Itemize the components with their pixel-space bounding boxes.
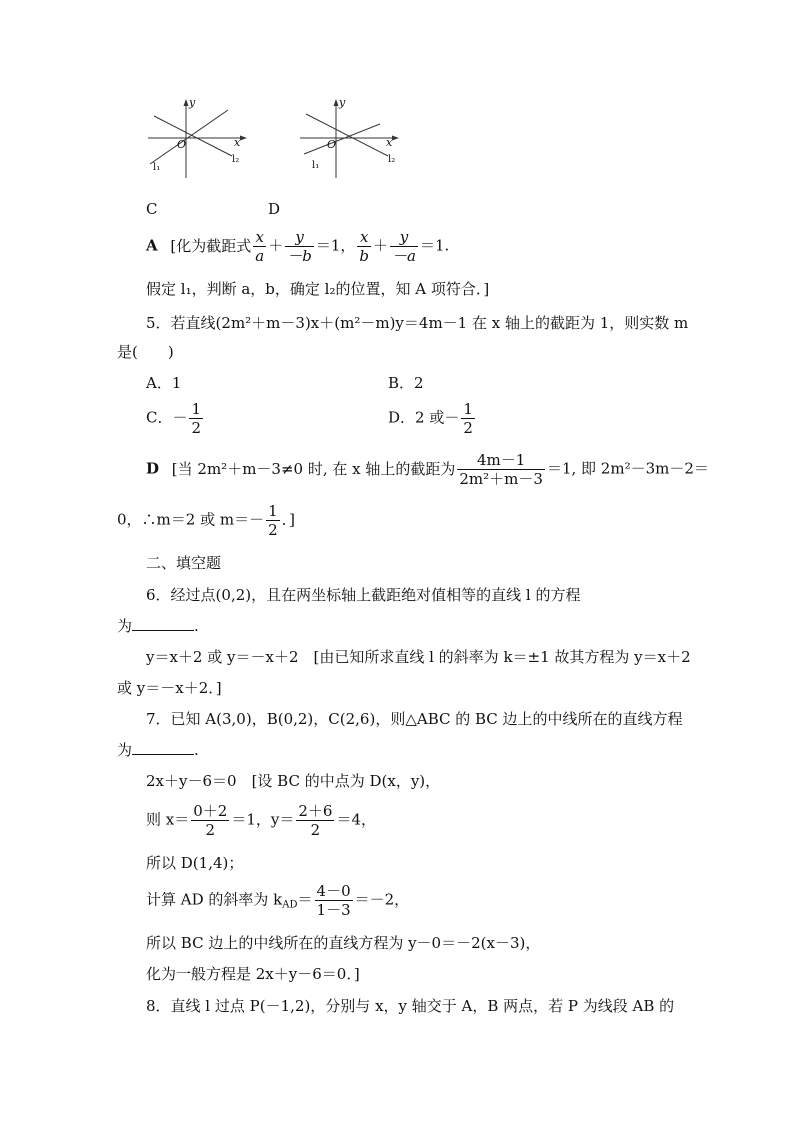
y-axis-label: y — [339, 96, 346, 109]
answer-letter: A — [146, 236, 158, 255]
q8-question-line1: 8．直线 l 过点 P(－1,2)，分别与 x，y 轴交于 A，B 两点，若 P 为线段 AB 的 — [146, 997, 675, 1015]
q7-answer-line1: 2x＋y－6＝0 [设 BC 的中点为 D(x，y)， — [146, 772, 441, 790]
q5-answer-line1 — [146, 451, 709, 488]
fraction: $\frac{2+6}{2}$ — [298, 802, 333, 839]
fraction: $\frac{1}{2}$ — [191, 400, 202, 437]
q5-option-c: C．－ $\frac{1}{2}$ — [146, 400, 202, 437]
answer-text: ＝1, 即 2m²－3m－2＝ — [546, 459, 709, 478]
fraction: $\frac{1}{2}$ — [268, 502, 278, 539]
q5-option-b: B．2 — [388, 374, 424, 392]
line-l1-label: l₁ — [312, 160, 320, 171]
q7-answer-line3: 所以 D(1,4)； — [146, 854, 244, 872]
q7-answer-line5: 所以 BC 边上的中线所在的直线方程为 y－0＝－2(x－3)， — [146, 934, 541, 952]
plus-sign: ＋ — [268, 236, 284, 255]
answer-blank — [132, 740, 194, 755]
x-axis-label: x — [386, 136, 393, 149]
fraction: $\frac{4m-1}{\text{2m²＋m－3}}$ — [459, 451, 543, 488]
q6-answer-line2: 或 y＝－x＋2．] — [117, 679, 222, 697]
fraction: $\frac{y}{-b}$ — [287, 228, 312, 265]
fraction: $\frac{0+2}{2}$ — [193, 802, 228, 839]
line-l2-label: l₂ — [388, 154, 396, 165]
q4-answer-line2: 假定 l₁，判断 a，b，确定 l₂的位置，知 A 项符合．] — [146, 280, 490, 298]
q5-answer-line2: 0，∴m＝2 或 m＝－ $\frac{1}{2}$ ．] — [117, 502, 295, 539]
graph-option-d — [298, 96, 402, 180]
q6-question-line1: 6．经过点(0,2)，且在两坐标轴上截距绝对值相等的直线 l 的方程 — [146, 586, 581, 604]
origin-label: O — [177, 138, 187, 151]
fraction: $\frac{x}{b}$ — [359, 228, 370, 265]
q7-answer-line6: 化为一般方程是 2x＋y－6＝0．] — [146, 965, 360, 983]
origin-label: O — [327, 138, 337, 151]
x-axis-label: x — [234, 136, 241, 149]
q7-answer-line2: 则 x＝ $\frac{0+2}{2}$ ＝1，y＝ $\frac{2+6}{2}$ ＝4， — [146, 802, 376, 839]
q5-option-a: A．1 — [146, 374, 182, 392]
answer-text: [当 2m²＋m－3≠0 时, 在 x 轴上的截距为 — [171, 459, 456, 478]
q6-question-line2: 为 . — [117, 617, 199, 635]
equals-text: ＝1， — [315, 236, 356, 255]
q7-question-line2: 为 . — [117, 741, 199, 759]
q5-question-line2: 是( ) — [117, 343, 174, 361]
line-l1-label: l₁ — [153, 162, 161, 173]
graph-option-c — [146, 96, 250, 180]
option-d-label: D — [268, 200, 281, 218]
fraction: $\frac{1}{2}$ — [463, 400, 473, 437]
answer-letter: D — [146, 459, 160, 478]
q7-answer-line4: 计算 AD 的斜率为 $k_{AD}=$ $\frac{4-0}{1-3}$ ＝－2， — [146, 882, 410, 919]
q5-question-line1: 5．若直线(2m²＋m－3)x＋(m²－m)y＝4m－1 在 x 轴上的截距为 1，则实数 m — [146, 314, 689, 332]
option-c-label: C — [146, 200, 158, 218]
q7-question-line1: 7．已知 A(3,0)，B(0,2)，C(2,6)，则△ABC 的 BC 边上的中线所在的直线方程 — [146, 710, 683, 728]
y-axis-label: y — [189, 96, 196, 109]
fraction: $\frac{y}{-a}$ — [392, 228, 416, 265]
q5-option-d: D．2 或－ $\frac{1}{2}$ — [388, 400, 473, 437]
section-heading: 二、填空题 — [146, 554, 222, 572]
plus-sign: ＋ — [373, 236, 389, 255]
equals-text: ＝1. — [419, 236, 450, 255]
q4-answer-line1 — [146, 228, 449, 265]
q6-answer-line1: y＝x＋2 或 y＝－x＋2 [由已知所求直线 l 的斜率为 k＝±1 故其方程为 y＝x＋2 — [146, 648, 691, 666]
fraction: $\frac{4-0}{1-3}$ — [316, 882, 351, 919]
answer-blank — [132, 616, 194, 631]
line-l2-label: l₂ — [232, 154, 240, 165]
answer-text: [化为截距式 — [170, 236, 252, 255]
fraction: $\frac{x}{a}$ — [255, 228, 265, 265]
